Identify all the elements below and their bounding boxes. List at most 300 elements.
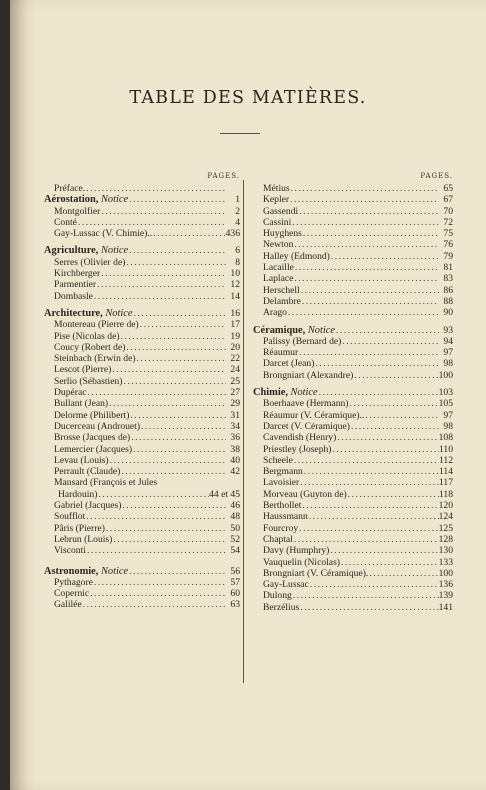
leader-dots (335, 325, 439, 336)
leader-dots (299, 477, 439, 488)
toc-entry (44, 421, 240, 432)
toc-entry (44, 319, 240, 330)
entry-title: Céramique, Notice (253, 324, 335, 336)
leader-dots (109, 455, 226, 466)
entry-title: Dombasle (54, 290, 93, 302)
page-number: 128 (438, 533, 453, 545)
leader-dots (298, 523, 438, 534)
section-entry (253, 325, 453, 336)
entry-title: Ducerceau (Androuet) (54, 420, 141, 432)
toc-entry (44, 511, 240, 522)
page-number: 16 (230, 307, 240, 319)
entry-title: Copernic (54, 588, 90, 600)
leader-dots (298, 347, 439, 358)
leader-dots (353, 370, 438, 381)
entry-title: Herschell (263, 284, 300, 296)
entry-title: Chimie, Notice (253, 387, 318, 399)
page-number: 54 (230, 545, 240, 557)
toc-entry (44, 410, 240, 421)
entry-title: Arago (263, 307, 287, 319)
leader-dots (77, 217, 226, 228)
leader-dots (89, 588, 226, 599)
leader-dots (111, 364, 226, 375)
page-number: 81 (443, 262, 453, 274)
toc-entry (44, 455, 240, 466)
toc-entry (253, 217, 453, 228)
entry-title: Levau (Louis) (54, 454, 109, 466)
section-entry (44, 566, 240, 577)
page-number: 93 (443, 324, 453, 336)
page-number: 120 (438, 500, 453, 512)
page-number: 27 (230, 387, 240, 399)
column-divider (243, 180, 244, 683)
leader-dots (349, 398, 439, 409)
leader-dots (133, 308, 227, 319)
entry-title: Lavoisier (263, 477, 300, 489)
entry-title: Métius (263, 183, 290, 194)
leader-dots (140, 421, 226, 432)
toc-entry (253, 410, 453, 421)
section-entry (44, 308, 240, 319)
leader-dots (331, 444, 438, 455)
page-number: 20 (230, 341, 240, 353)
leader-dots (86, 545, 226, 556)
leader-dots (132, 444, 226, 455)
leader-dots (291, 217, 439, 228)
page-number: 114 (438, 466, 453, 478)
page-number: 67 (443, 194, 453, 206)
entry-title: Berthollet (263, 500, 302, 512)
toc-entry (44, 183, 240, 194)
toc-entry (253, 534, 453, 545)
toc-entry (44, 534, 240, 545)
pages-header-left: PAGES. (207, 172, 240, 180)
leader-dots (293, 534, 439, 545)
page-number: 25 (230, 375, 240, 387)
entry-title: Vauquelin (Nicolas) (263, 556, 340, 568)
page-number: 24 (230, 364, 240, 376)
page-number: 98 (443, 420, 453, 432)
entry-title: Architecture, Notice (44, 307, 133, 319)
leader-dots (302, 228, 439, 239)
entry-title: Dupérac (54, 387, 87, 399)
book-gutter (0, 0, 10, 790)
book-page (10, 0, 486, 790)
toc-entry (253, 523, 453, 534)
page-number: 88 (443, 295, 453, 307)
leader-dots (100, 206, 226, 217)
entry-title: Astronomie, Notice (44, 565, 129, 577)
section-gap (44, 557, 240, 566)
toc-entry (44, 398, 240, 409)
page-number: 34 (230, 420, 240, 432)
toc-entry (253, 568, 453, 579)
entry-title: Lescot (Pierre) (54, 364, 112, 376)
page-number: 436 (225, 228, 240, 240)
entry-title: Serres (Olivier de) (54, 256, 126, 268)
entry-title: Pâris (Pierre) (54, 522, 105, 534)
page-number: 42 (230, 466, 240, 478)
entry-note: Notice (105, 307, 133, 319)
toc-entry (253, 455, 453, 466)
toc-entry (253, 398, 453, 409)
entry-title: Montgolfier (54, 205, 101, 217)
toc-entry (44, 545, 240, 556)
entry-title: Darcet (Jean) (263, 358, 315, 370)
page-number: 1 (235, 194, 240, 206)
entry-title: Gabriel (Jacques) (54, 500, 122, 512)
leader-dots (299, 602, 438, 613)
toc-entry (44, 523, 240, 534)
toc-entry (253, 183, 453, 194)
leader-dots (341, 336, 439, 347)
leader-dots (129, 410, 226, 421)
toc-entry (253, 432, 453, 443)
entry-title: Parmentier (54, 279, 97, 291)
page-number: 75 (443, 228, 453, 240)
page-number: 29 (230, 398, 240, 410)
entry-title: Dulong (263, 590, 292, 602)
page-number: 60 (230, 588, 240, 600)
page-number: 38 (230, 443, 240, 455)
leader-dots (300, 285, 439, 296)
leader-dots (82, 599, 226, 610)
entry-title: Gay-Lussac (V. Chimie).. (54, 228, 153, 240)
leader-dots (340, 557, 439, 568)
entry-title: Scheele (263, 454, 293, 466)
page-number: 56 (230, 565, 240, 577)
entry-title: Huyghens (263, 228, 302, 240)
entry-title: Gay-Lussac (263, 579, 309, 591)
toc-entry (253, 336, 453, 347)
toc-entry (44, 364, 240, 375)
leader-dots (301, 500, 438, 511)
page-number: 10 (230, 268, 240, 280)
toc-entry (253, 590, 453, 601)
leader-dots (152, 228, 225, 239)
leader-dots (329, 545, 438, 556)
leader-dots (112, 534, 226, 545)
pages-header-right: PAGES. (420, 172, 453, 180)
entry-note: Notice (307, 324, 335, 336)
toc-entry (44, 599, 240, 610)
page-number: 141 (438, 601, 453, 613)
leader-dots (336, 432, 438, 443)
page-number: 44 et 45 (209, 488, 240, 500)
leader-dots (125, 342, 226, 353)
page-number: 14 (230, 290, 240, 302)
leader-dots (122, 376, 226, 387)
toc-entry (44, 376, 240, 387)
leader-dots (314, 358, 439, 369)
entry-title: Montereau (Pierre de) (54, 319, 139, 331)
leader-dots (298, 206, 439, 217)
toc-entry (44, 500, 240, 511)
entry-title: Cavendish (Henry) (263, 432, 337, 444)
leader-dots (308, 511, 439, 522)
leader-dots (108, 398, 226, 409)
page-number: 133 (438, 556, 453, 568)
right-entries (253, 183, 453, 613)
toc-entry (253, 557, 453, 568)
toc-entry (253, 273, 453, 284)
toc-entry (253, 307, 453, 318)
entry-title: Lemercier (Jacques) (54, 443, 133, 455)
toc-entry (253, 262, 453, 273)
toc-entry (44, 489, 240, 500)
entry-title: Haussmann (263, 511, 308, 523)
entry-title: Bergmann (263, 466, 303, 478)
toc-entry (253, 296, 453, 307)
page-number: 76 (443, 239, 453, 251)
toc-entry (44, 353, 240, 364)
entry-title: Halley (Edmond) (263, 250, 330, 262)
toc-entry (44, 444, 240, 455)
page-number: 94 (443, 335, 453, 347)
leader-dots (287, 307, 439, 318)
entry-title: Galilée (54, 599, 82, 611)
leader-dots (128, 566, 226, 577)
page-number: 97 (443, 409, 453, 421)
toc-entry (253, 206, 453, 217)
leader-dots (125, 257, 226, 268)
toc-entry (44, 432, 240, 443)
page-number: 8 (235, 256, 240, 268)
leader-dots (290, 183, 439, 194)
entry-title: Conté (54, 216, 77, 228)
section-entry (44, 245, 240, 256)
leader-dots (318, 387, 439, 398)
leader-dots (347, 489, 439, 500)
toc-entry (253, 239, 453, 250)
entry-title: Cassini (263, 216, 292, 228)
toc-entry (44, 228, 240, 239)
entry-title: Hardouin) (58, 488, 98, 500)
leader-dots (350, 421, 439, 432)
toc-entry (253, 466, 453, 477)
leader-dots (120, 466, 226, 477)
leader-dots (293, 455, 439, 466)
leader-dots (128, 194, 226, 205)
leader-dots (128, 245, 226, 256)
toc-entry (44, 387, 240, 398)
section-entry (253, 387, 453, 398)
page-number: 103 (438, 387, 453, 399)
entry-title: Chaptal (263, 533, 293, 545)
entry-title: Berzélius (263, 601, 300, 613)
page-number: 130 (438, 545, 453, 557)
toc-entry (253, 347, 453, 358)
entry-title: Fourcroy (263, 522, 299, 534)
page-title: TABLE DES MATIÈRES. (129, 88, 367, 108)
page-number: 117 (438, 477, 453, 489)
page-number: 40 (230, 454, 240, 466)
toc-entry (253, 602, 453, 613)
page-number: 139 (438, 590, 453, 602)
leader-dots (97, 489, 209, 500)
leader-dots (301, 296, 439, 307)
page-number: 70 (443, 205, 453, 217)
leader-dots (87, 387, 227, 398)
page-number: 4 (235, 216, 240, 228)
leader-dots (294, 262, 439, 273)
page-number: 6 (235, 245, 240, 257)
toc-entry (253, 489, 453, 500)
entry-title: Lebrun (Louis) (54, 533, 113, 545)
leader-dots (330, 251, 439, 262)
left-column (44, 172, 240, 611)
page-number: 57 (230, 576, 240, 588)
leader-dots (93, 577, 226, 588)
entry-title: Newton (263, 239, 294, 251)
toc-entry (253, 370, 453, 381)
entry-title: Laplace (263, 273, 294, 285)
leader-dots (93, 291, 226, 302)
page-number: 31 (230, 409, 240, 421)
page-number: 52 (230, 533, 240, 545)
leader-dots (100, 268, 226, 279)
leader-dots (85, 183, 226, 194)
entry-title: Préface. (54, 183, 86, 194)
toc-entry (44, 206, 240, 217)
page-number: 36 (230, 432, 240, 444)
entry-title: Coucy (Robert de) (54, 341, 126, 353)
entry-title: Brosse (Jacques de) (54, 432, 131, 444)
page-number: 124 (438, 511, 453, 523)
entry-title: Mansard (François et Jules (54, 477, 158, 489)
page-number: 100 (438, 567, 453, 579)
entry-note: Notice (290, 387, 318, 399)
entry-title: Darcet (V. Céramique) (263, 420, 350, 432)
toc-entry (253, 477, 453, 488)
page-number: 100 (438, 369, 453, 381)
leader-dots (303, 466, 439, 477)
leader-dots (292, 590, 439, 601)
leader-dots (368, 568, 438, 579)
entry-title: Perrault (Claude) (54, 466, 121, 478)
leader-dots (309, 579, 439, 590)
entry-title: Brongniart (V. Céramique). (263, 567, 369, 579)
page-number: 112 (438, 454, 453, 466)
page-number: 72 (443, 216, 453, 228)
toc-entry (253, 285, 453, 296)
toc-entry (44, 342, 240, 353)
entry-title: Réaumur (263, 347, 299, 359)
entry-title: Bullant (Jean) (54, 398, 109, 410)
leader-dots (130, 432, 226, 443)
entry-title: Brongniart (Alexandre) (263, 369, 354, 381)
entry-title: Lacaille (263, 262, 294, 274)
entry-title: Palissy (Bernard de) (263, 335, 342, 347)
entry-title: Pythagore (54, 576, 93, 588)
toc-entry (44, 279, 240, 290)
page-number: 83 (443, 273, 453, 285)
leader-dots (120, 331, 226, 342)
leader-dots (136, 353, 226, 364)
entry-title: Priestley (Joseph) (263, 443, 332, 455)
leader-dots (105, 523, 226, 534)
leader-dots (85, 511, 226, 522)
toc-entry (253, 358, 453, 369)
toc-entry (44, 588, 240, 599)
section-entry (44, 194, 240, 205)
page-number: 50 (230, 522, 240, 534)
toc-entry (253, 511, 453, 522)
page-number: 48 (230, 511, 240, 523)
leader-dots (364, 410, 439, 421)
toc-entry (44, 257, 240, 268)
toc-entry (44, 217, 240, 228)
toc-entry (253, 228, 453, 239)
toc-entry (253, 421, 453, 432)
entry-title: Réaumur (V. Céramique).. (263, 409, 365, 421)
entry-title: Delorme (Philibert) (54, 409, 130, 421)
toc-entry (44, 477, 240, 488)
leader-dots (289, 194, 439, 205)
page-number: 105 (438, 398, 453, 410)
toc-entry (253, 251, 453, 262)
page-number: 19 (230, 330, 240, 342)
entry-title: Gassendi (263, 205, 299, 217)
page-number: 110 (438, 443, 453, 455)
page-number: 136 (438, 579, 453, 591)
page-number: 12 (230, 279, 240, 291)
page-number: 79 (443, 250, 453, 262)
page-number: 22 (230, 353, 240, 365)
toc-entry (44, 268, 240, 279)
page-number: 90 (443, 307, 453, 319)
entry-title: Soufflot (54, 511, 86, 523)
right-column (253, 172, 453, 613)
entry-title: Kirchberger (54, 268, 101, 280)
page-number: 46 (230, 500, 240, 512)
entry-note: Notice (100, 194, 129, 206)
page-number: 125 (438, 522, 453, 534)
toc-entry (44, 291, 240, 302)
entry-title: Pise (Nicolas de) (54, 330, 120, 342)
entry-title: Delambre (263, 295, 301, 307)
entry-title: Kepler (263, 194, 290, 206)
entry-title: Morveau (Guyton de) (263, 488, 347, 500)
entry-note: Notice (100, 565, 129, 577)
toc-entry (253, 500, 453, 511)
toc-entry (253, 194, 453, 205)
toc-entry (253, 579, 453, 590)
toc-entry (253, 545, 453, 556)
leader-dots (293, 239, 439, 250)
entry-title: Davy (Humphry) (263, 545, 330, 557)
entry-title: Steinbach (Erwin de) (54, 353, 136, 365)
title-rule (220, 133, 260, 134)
leader-dots (139, 319, 226, 330)
leader-dots (96, 279, 226, 290)
entry-title: Boerhaave (Hermann) (263, 398, 349, 410)
entry-note: Notice (100, 245, 129, 257)
page-number: 65 (443, 183, 453, 194)
left-entries (44, 183, 240, 611)
page-number: 86 (443, 284, 453, 296)
page-number: 2 (235, 205, 240, 217)
toc-entry (44, 466, 240, 477)
entry-title: Agriculture, Notice (44, 245, 129, 257)
page-number: 17 (230, 319, 240, 331)
toc-entry (44, 577, 240, 588)
toc-entry (44, 331, 240, 342)
leader-dots (293, 273, 439, 284)
entry-title: Aérostation, Notice (44, 194, 129, 206)
page-number: 118 (438, 488, 453, 500)
page-number: 98 (443, 358, 453, 370)
